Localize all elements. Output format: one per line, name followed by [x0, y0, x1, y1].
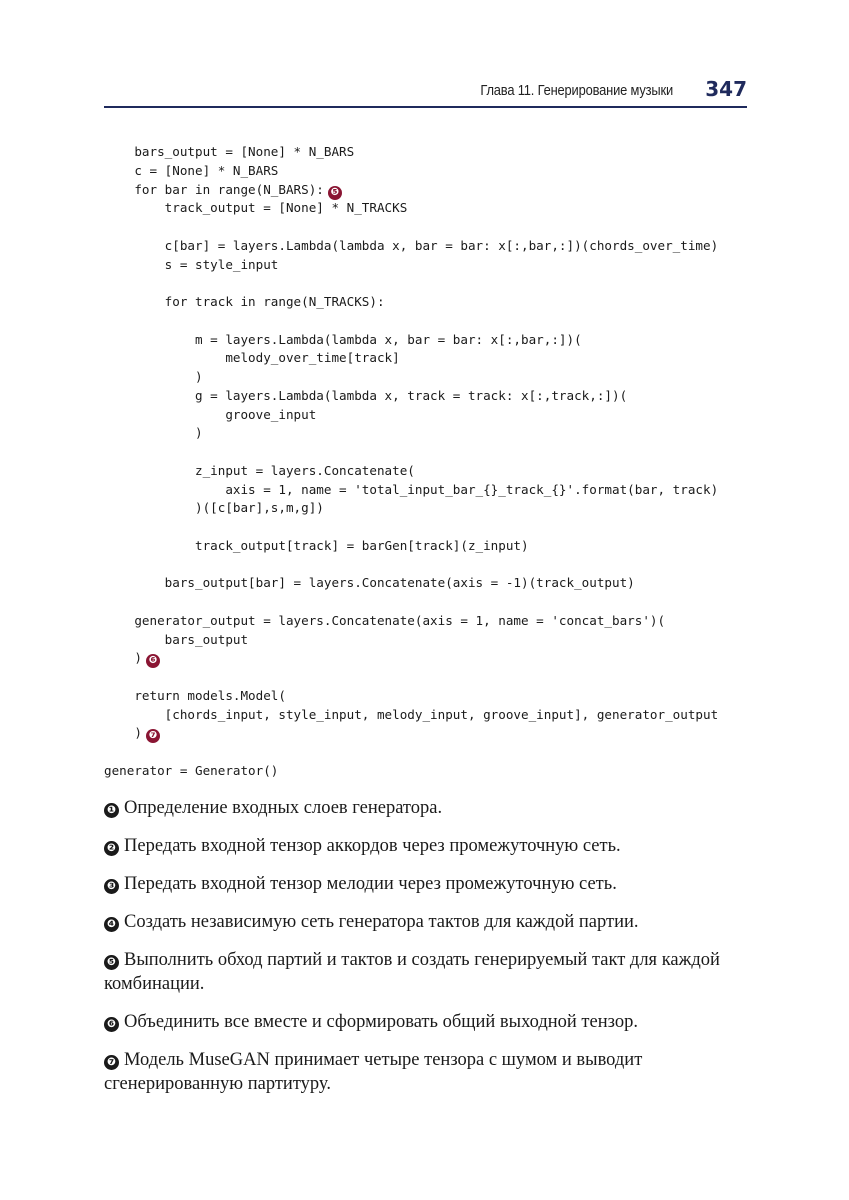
code-line	[104, 481, 784, 500]
code-line	[104, 537, 784, 556]
code-text: bars_output[bar] = layers.Concatenate(axis = -1)(track_output)	[104, 575, 635, 591]
code-line	[104, 256, 784, 275]
code-line	[104, 743, 784, 762]
annotation-item	[104, 796, 749, 820]
code-line	[104, 406, 784, 425]
callout-marker: ❺	[104, 955, 119, 970]
callout-marker: ❶	[104, 803, 119, 818]
code-line	[104, 331, 784, 350]
annotation-item	[104, 948, 749, 996]
code-text: z_input = layers.Concatenate(	[104, 462, 415, 478]
code-line	[104, 143, 784, 162]
annotation-text: Модель MuseGAN принимает четыре тензора с шумом и выводит сгенерированную партитуру.	[104, 1050, 643, 1094]
code-annotations	[104, 796, 749, 1110]
callout-marker: ❻	[104, 1017, 119, 1032]
code-line	[104, 612, 784, 631]
annotation-text: Выполнить обход партий и тактов и создать генерируемый такт для каждой комбинации.	[104, 950, 720, 994]
code-text: melody_over_time[track]	[104, 350, 400, 366]
code-text: track_output[track] = barGen[track](z_input)	[104, 537, 529, 553]
annotation-text: Определение входных слоев генератора.	[124, 798, 443, 818]
code-line	[104, 199, 784, 218]
code-text: )	[104, 369, 203, 384]
annotation-text: Передать входной тензор мелодии через промежуточную сеть.	[124, 874, 617, 894]
annotation-item	[104, 910, 749, 934]
code-text: g = layers.Lambda(lambda x, track = track: x[:,track,:])(	[104, 387, 628, 403]
annotation-text: Создать независимую сеть генератора тактов для каждой партии.	[124, 912, 639, 932]
code-line	[104, 724, 784, 743]
code-text: groove_input	[104, 406, 317, 422]
code-text: axis = 1, name = 'total_input_bar_{}_track_{}'.format(bar, track)	[104, 481, 719, 497]
code-line	[104, 762, 784, 781]
code-line	[104, 387, 784, 406]
code-line	[104, 181, 784, 200]
code-text: bars_output	[104, 631, 249, 647]
annotation-item	[104, 1010, 749, 1034]
callout-marker: ❸	[104, 879, 119, 894]
code-text: track_output = [None] * N_TRACKS	[104, 200, 408, 216]
page-number: 347	[705, 77, 747, 101]
code-line	[104, 293, 784, 312]
code-line	[104, 424, 784, 443]
code-line	[104, 631, 784, 650]
code-text: generator_output = layers.Concatenate(axis = 1, name = 'concat_bars')(	[104, 612, 666, 628]
code-text: s = style_input	[104, 256, 279, 272]
code-listing	[104, 143, 784, 781]
annotation-text: Объединить все вместе и сформировать общий выходной тензор.	[124, 1012, 638, 1032]
code-line	[104, 349, 784, 368]
code-text: c[bar] = layers.Lambda(lambda x, bar = bar: x[:,bar,:])(chords_over_time)	[104, 237, 719, 253]
code-line	[104, 368, 784, 387]
code-line	[104, 593, 784, 612]
code-line	[104, 668, 784, 687]
callout-marker: ❹	[104, 917, 119, 932]
code-text: for track in range(N_TRACKS):	[104, 294, 385, 309]
code-line	[104, 706, 784, 725]
annotation-item	[104, 834, 749, 858]
annotation-item	[104, 872, 749, 896]
code-text: bars_output = [None] * N_BARS	[104, 144, 355, 159]
callout-marker: ❺	[328, 186, 342, 200]
code-line	[104, 462, 784, 481]
code-line	[104, 162, 784, 181]
code-text: return models.Model(	[104, 687, 286, 703]
code-text: )	[104, 725, 142, 741]
callout-marker: ❷	[104, 841, 119, 856]
code-line	[104, 649, 784, 668]
code-line	[104, 574, 784, 593]
callout-marker: ❼	[146, 729, 160, 743]
code-line	[104, 556, 784, 575]
code-text: )	[104, 425, 203, 441]
chapter-title: Глава 11. Генерирование музыки	[480, 82, 673, 99]
annotation-item	[104, 1048, 749, 1096]
code-line	[104, 312, 784, 331]
code-line	[104, 274, 784, 293]
callout-marker: ❼	[104, 1055, 119, 1070]
callout-marker: ❻	[146, 654, 160, 668]
code-text: [chords_input, style_input, melody_input, groove_input], generator_output	[104, 706, 719, 722]
code-line	[104, 237, 784, 256]
code-line	[104, 687, 784, 706]
code-text: )([c[bar],s,m,g])	[104, 500, 324, 516]
annotation-text: Передать входной тензор аккордов через промежуточную сеть.	[124, 836, 621, 856]
code-text: c = [None] * N_BARS	[104, 162, 279, 178]
code-line	[104, 499, 784, 518]
code-text: m = layers.Lambda(lambda x, bar = bar: x[:,bar,:])(	[104, 331, 582, 347]
code-line	[104, 218, 784, 237]
code-text: generator = Generator()	[104, 762, 279, 778]
code-text: )	[104, 650, 142, 666]
code-line	[104, 518, 784, 537]
running-header	[104, 78, 747, 108]
code-line	[104, 443, 784, 462]
code-text: for bar in range(N_BARS):	[104, 181, 324, 197]
